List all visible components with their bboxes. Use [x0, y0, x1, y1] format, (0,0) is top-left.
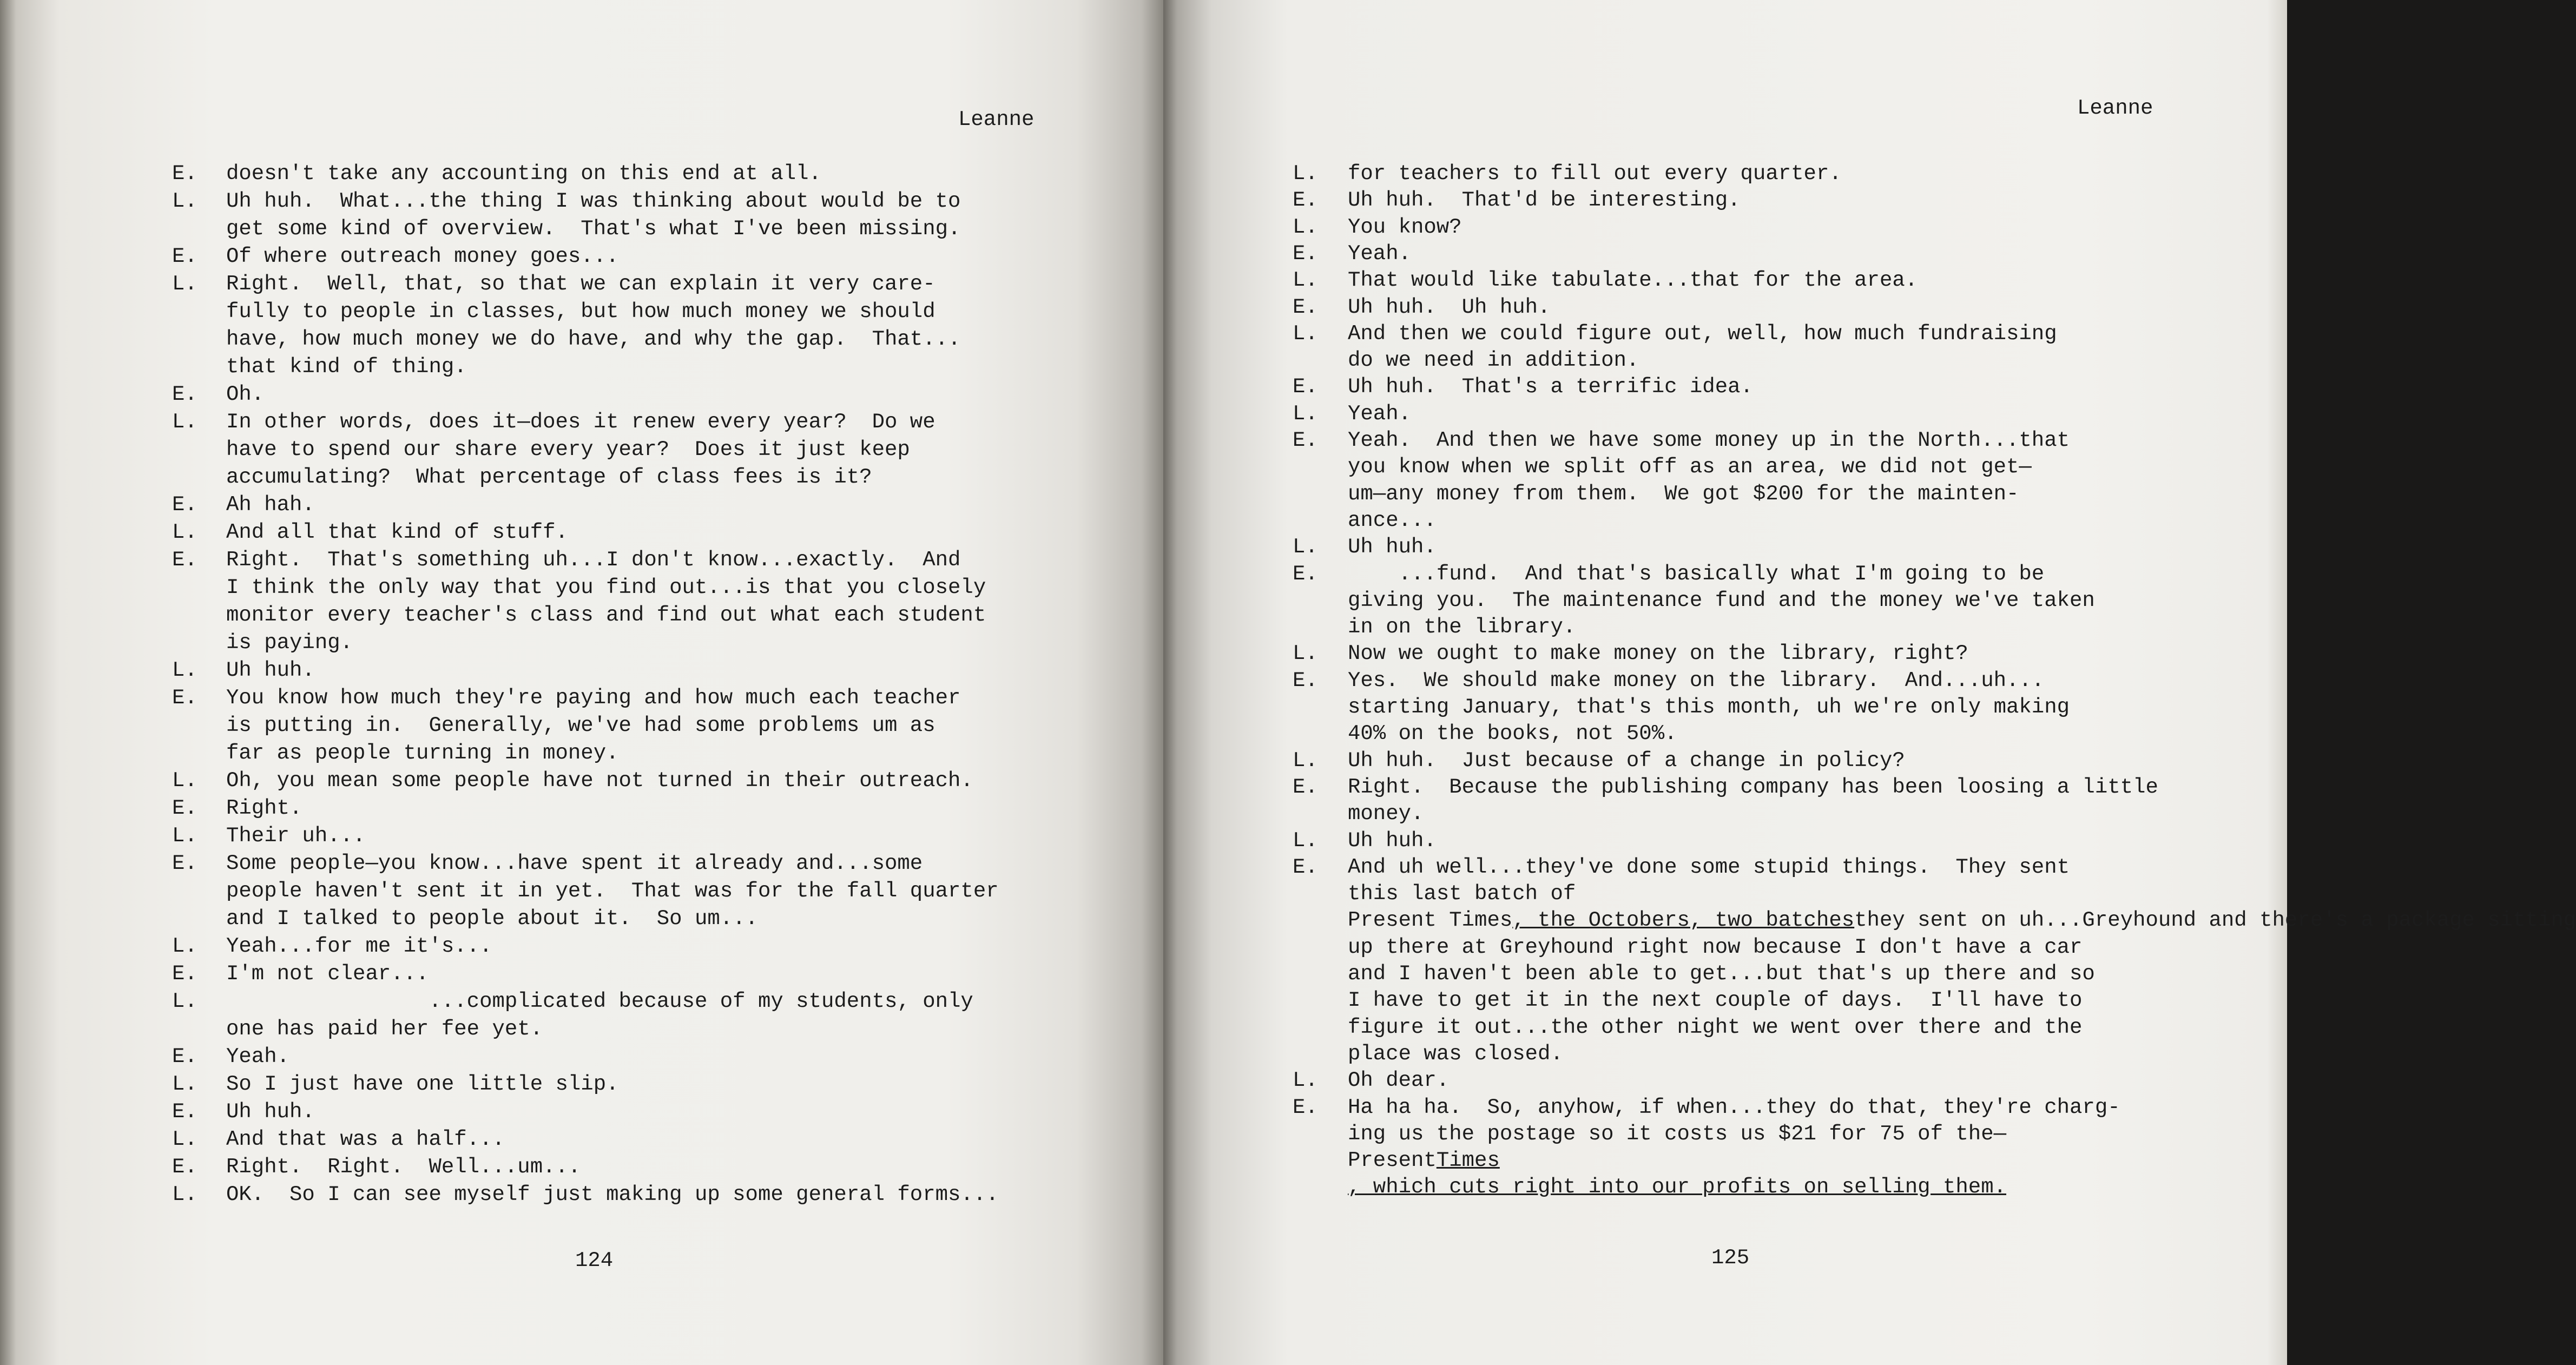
- speaker-label: E.: [1293, 375, 1318, 399]
- speaker-label: L.: [172, 990, 197, 1013]
- line-fragment: And that was a half...: [226, 1127, 505, 1151]
- line-fragment: Right. Right. Well...um...: [226, 1155, 581, 1179]
- line-text: [1348, 587, 2095, 615]
- line-text: [1348, 533, 1437, 561]
- line-fragment: giving you. The maintenance fund and the money we've taken: [1348, 588, 2095, 612]
- line-fragment: Uh huh. That'd be interesting.: [1348, 188, 1741, 213]
- page-header: Leanne: [2077, 96, 2153, 120]
- line-text: [226, 822, 365, 850]
- line-fragment: That would like tabulate...that for the area.: [1348, 268, 1918, 293]
- line-text: [1348, 720, 1677, 748]
- line-fragment: in on the library.: [1348, 615, 1576, 639]
- line-fragment: Now we ought to make money on the library, right?: [1348, 642, 1968, 666]
- line-fragment: Uh huh. What...the thing I was thinking about would be to: [226, 189, 961, 213]
- speaker-label: E.: [172, 548, 197, 572]
- line-fragment: get some kind of overview. That's what I've been missing.: [226, 217, 961, 241]
- title-underlined: Times: [1436, 1149, 1500, 1173]
- line-text: [226, 574, 986, 602]
- right-page: [1163, 0, 2576, 1365]
- line-fragment: I'm not clear...: [226, 962, 429, 986]
- line-text: [226, 519, 568, 546]
- line-text: [1348, 1147, 1500, 1175]
- line-text: [1348, 427, 2070, 454]
- line-fragment: Yeah...for me it's...: [226, 934, 492, 958]
- speaker-label: E.: [172, 1100, 197, 1124]
- line-text: [226, 850, 923, 878]
- line-text: [1348, 854, 2070, 881]
- line-text: [226, 546, 960, 574]
- line-fragment: Uh huh.: [1348, 828, 1437, 853]
- speaker-label: L.: [1293, 215, 1318, 239]
- line-fragment: 40% on the books, not 50%.: [1348, 722, 1677, 746]
- line-fragment: Of where outreach money goes...: [226, 245, 619, 268]
- speaker-label: E.: [172, 962, 197, 986]
- line-text: [226, 271, 935, 298]
- line-fragment: Uh huh.: [1348, 535, 1437, 559]
- line-fragment: ...complicated because of my students, only: [226, 990, 973, 1013]
- line-text: [226, 905, 758, 933]
- speaker-label: E.: [1293, 775, 1318, 799]
- line-text: [1348, 507, 1437, 535]
- line-fragment: they sent on uh...Greyhound and there's a package sitting: [1854, 908, 2576, 933]
- speaker-label: E.: [1293, 562, 1318, 586]
- line-text: [226, 629, 353, 657]
- line-text: [226, 215, 960, 243]
- line-fragment: one has paid her fee yet.: [226, 1017, 543, 1041]
- line-fragment: have to spend our share every year? Does it just keep: [226, 438, 910, 461]
- line-fragment: Present: [1348, 1149, 1437, 1173]
- line-fragment: And then we could figure out, well, how much fundraising: [1348, 321, 2057, 346]
- line-text: [226, 1015, 543, 1043]
- line-fragment: I think the only way that you find out...is that you closely: [226, 576, 986, 599]
- line-text: [226, 740, 619, 767]
- line-fragment: Uh huh.: [226, 1100, 315, 1124]
- speaker-label: E.: [1293, 188, 1318, 213]
- line-fragment: you know when we split off as an area, we did not get—: [1348, 455, 2032, 479]
- speaker-label: E.: [172, 852, 197, 875]
- line-text: [1348, 267, 1918, 294]
- line-text: [226, 1153, 581, 1181]
- line-text: [1348, 453, 2032, 481]
- line-text: [1348, 1014, 2082, 1041]
- line-fragment: place was closed.: [1348, 1041, 1563, 1066]
- speaker-label: E.: [1293, 428, 1318, 452]
- line-text: [1348, 1040, 1563, 1068]
- line-fragment: up there at Greyhound right now because I don't have a car: [1348, 935, 2083, 959]
- line-fragment: doesn't take any accounting on this end at all.: [226, 162, 821, 186]
- speaker-label: L.: [172, 1183, 197, 1206]
- speaker-label: E.: [172, 245, 197, 268]
- line-fragment: ance...: [1348, 508, 1437, 532]
- line-text: [226, 353, 467, 381]
- speaker-label: L.: [172, 1072, 197, 1096]
- line-fragment: Oh dear.: [1348, 1069, 1450, 1093]
- line-text: [226, 464, 872, 491]
- line-fragment: fully to people in classes, but how much money we should: [226, 300, 935, 324]
- line-text: [1348, 160, 1842, 188]
- line-fragment: Ah hah.: [226, 493, 315, 517]
- speaker-label: E.: [1293, 855, 1318, 879]
- line-fragment: You know?: [1348, 215, 1462, 239]
- line-fragment: Oh, you mean some people have not turned in their outreach.: [226, 769, 973, 793]
- line-text: [226, 243, 619, 271]
- line-text: [1348, 640, 1968, 668]
- line-text: [1348, 774, 2158, 801]
- line-text: [1348, 480, 2019, 508]
- line-fragment: Yeah.: [1348, 401, 1412, 426]
- speaker-label: L.: [172, 658, 197, 682]
- speaker-label: L.: [1293, 642, 1318, 666]
- line-text: [226, 298, 935, 326]
- speaker-label: E.: [1293, 295, 1318, 319]
- title-underlined: , the Octobers, two batches: [1512, 908, 1855, 933]
- line-fragment: monitor every teacher's class and find out what each student: [226, 603, 986, 627]
- speaker-label: L.: [172, 272, 197, 296]
- line-fragment: and I haven't been able to get...but that's up there and so: [1348, 962, 2095, 986]
- line-text: [226, 767, 973, 795]
- line-text: [226, 326, 960, 353]
- line-text: [226, 436, 910, 464]
- line-fragment: Right.: [226, 796, 302, 820]
- line-text: [226, 878, 999, 905]
- line-text: [1348, 800, 1424, 828]
- line-text: [1348, 880, 1589, 908]
- line-text: [1348, 294, 1550, 321]
- line-text: [1348, 934, 2082, 961]
- line-text: [1348, 1094, 2120, 1122]
- line-fragment: Right. Well, that, so that we can explain it very care-: [226, 272, 935, 296]
- line-fragment: um—any money from them. We got $200 for the mainten-: [1348, 482, 2019, 506]
- line-text: [226, 381, 264, 408]
- speaker-label: L.: [1293, 401, 1318, 426]
- line-fragment: people haven't sent it in yet. That was for the fall quarter: [226, 879, 999, 903]
- line-text: [226, 684, 960, 712]
- line-fragment: Right. Because the publishing company has been loosing a little: [1348, 775, 2158, 799]
- line-fragment: Yeah.: [226, 1045, 290, 1069]
- line-text: [1348, 560, 2044, 588]
- line-text: [226, 1098, 315, 1126]
- line-text: [226, 1043, 289, 1071]
- line-text: [1348, 987, 2082, 1014]
- line-text: [1348, 320, 2057, 348]
- line-text: [1348, 187, 1741, 214]
- line-fragment: is putting in. Generally, we've had some problems um as: [226, 714, 935, 737]
- speaker-label: E.: [1293, 241, 1318, 266]
- line-fragment: Some people—you know...have spent it already and...some: [226, 852, 923, 875]
- line-text: [226, 712, 935, 740]
- line-fragment: And all that kind of stuff.: [226, 520, 568, 544]
- speaker-label: E.: [172, 383, 197, 406]
- speaker-label: L.: [1293, 162, 1318, 186]
- line-fragment: Yeah. And then we have some money up in the North...that: [1348, 428, 2070, 452]
- line-text: [226, 491, 315, 519]
- line-fragment: far as people turning in money.: [226, 741, 619, 765]
- line-text: [226, 188, 960, 215]
- speaker-label: L.: [172, 934, 197, 958]
- line-fragment: Uh huh. That's a terrific idea.: [1348, 375, 1753, 399]
- line-fragment: Yes. We should make money on the library. And...uh...: [1348, 668, 2045, 693]
- line-text: [1348, 747, 1905, 775]
- line-text: [1348, 614, 1576, 641]
- line-fragment: that kind of thing.: [226, 355, 467, 379]
- title-underlined: , which cuts right into our profits on selling them.: [1348, 1175, 2006, 1199]
- speaker-label: L.: [172, 1127, 197, 1151]
- line-text: [226, 933, 492, 960]
- line-fragment: money.: [1348, 802, 1424, 826]
- line-fragment: Uh huh. Uh huh.: [1348, 295, 1551, 319]
- line-fragment: accumulating? What percentage of class fees is it?: [226, 465, 872, 489]
- speaker-label: E.: [172, 796, 197, 820]
- speaker-label: L.: [1293, 828, 1318, 853]
- speaker-label: L.: [172, 189, 197, 213]
- speaker-label: L.: [172, 824, 197, 848]
- line-fragment: this last batch of: [1348, 882, 1589, 906]
- line-fragment: starting January, that's this month, uh we're only making: [1348, 695, 2070, 719]
- speaker-label: L.: [1293, 268, 1318, 293]
- line-text: [226, 602, 986, 629]
- speaker-label: E.: [172, 686, 197, 710]
- speaker-label: L.: [172, 769, 197, 793]
- line-text: [1348, 240, 1411, 268]
- line-fragment: Uh huh.: [226, 658, 315, 682]
- speaker-label: E.: [1293, 668, 1318, 693]
- line-text: [1348, 827, 1437, 855]
- line-fragment: Uh huh. Just because of a change in policy?: [1348, 748, 1905, 773]
- line-text: [1348, 347, 1639, 374]
- speaker-label: E.: [172, 1155, 197, 1179]
- line-fragment: Their uh...: [226, 824, 366, 848]
- line-fragment: for teachers to fill out every quarter.: [1348, 162, 1842, 186]
- left-page: [0, 0, 1163, 1365]
- line-text: [1348, 1120, 2006, 1148]
- line-text: [1348, 1173, 2006, 1201]
- line-fragment: do we need in addition.: [1348, 348, 1639, 373]
- speaker-label: L.: [1293, 1069, 1318, 1093]
- line-fragment: And uh well...they've done some stupid things. They sent: [1348, 855, 2070, 879]
- line-text: [226, 408, 935, 436]
- speaker-label: L.: [1293, 748, 1318, 773]
- speaker-label: E.: [172, 493, 197, 517]
- speaker-label: L.: [1293, 535, 1318, 559]
- speaker-label: E.: [1293, 1095, 1318, 1119]
- line-text: [1348, 214, 1462, 241]
- line-fragment: and I talked to people about it. So um...: [226, 907, 758, 931]
- line-fragment: So I just have one little slip.: [226, 1072, 619, 1096]
- line-text: [1348, 960, 2095, 988]
- line-text: [226, 795, 302, 822]
- line-fragment: Oh.: [226, 383, 265, 406]
- speaker-label: L.: [172, 410, 197, 434]
- line-fragment: have, how much money we do have, and why the gap. That...: [226, 327, 961, 351]
- page-number: 124: [575, 1249, 614, 1272]
- speaker-label: L.: [172, 520, 197, 544]
- line-text: [1348, 907, 2576, 934]
- line-fragment: Yeah.: [1348, 241, 1412, 266]
- line-text: [1348, 373, 1753, 401]
- line-fragment: ing us the postage so it costs us $21 for 75 of the—: [1348, 1122, 2006, 1146]
- line-fragment: OK. So I can see myself just making up some general forms...: [226, 1183, 999, 1206]
- line-text: [226, 1126, 505, 1153]
- line-fragment: In other words, does it—does it renew every year? Do we: [226, 410, 935, 434]
- speaker-label: E.: [172, 1045, 197, 1069]
- line-text: [226, 988, 973, 1015]
- speaker-label: L.: [1293, 321, 1318, 346]
- page-header: Leanne: [958, 108, 1035, 131]
- line-fragment: Present Times: [1348, 908, 1513, 933]
- page-number: 125: [1711, 1246, 1750, 1270]
- line-text: [226, 160, 821, 188]
- line-text: [226, 657, 315, 684]
- line-fragment: Ha ha ha. So, anyhow, if when...they do that, they're charg-: [1348, 1095, 2120, 1119]
- line-text: [1348, 694, 2070, 721]
- line-text: [226, 1071, 619, 1098]
- line-fragment: I have to get it in the next couple of days. I'll have to: [1348, 988, 2083, 1013]
- line-fragment: Right. That's something uh...I don't know...exactly. And: [226, 548, 961, 572]
- line-fragment: is paying.: [226, 631, 353, 655]
- line-text: [226, 1181, 999, 1209]
- line-text: [1348, 400, 1411, 428]
- line-fragment: You know how much they're paying and how much each teacher: [226, 686, 961, 710]
- line-fragment: ...fund. And that's basically what I'm going to be: [1348, 562, 2045, 586]
- line-text: [1348, 667, 2044, 695]
- line-fragment: figure it out...the other night we went over there and the: [1348, 1015, 2083, 1039]
- line-text: [1348, 1067, 1449, 1094]
- line-text: [226, 960, 429, 988]
- speaker-label: E.: [172, 162, 197, 186]
